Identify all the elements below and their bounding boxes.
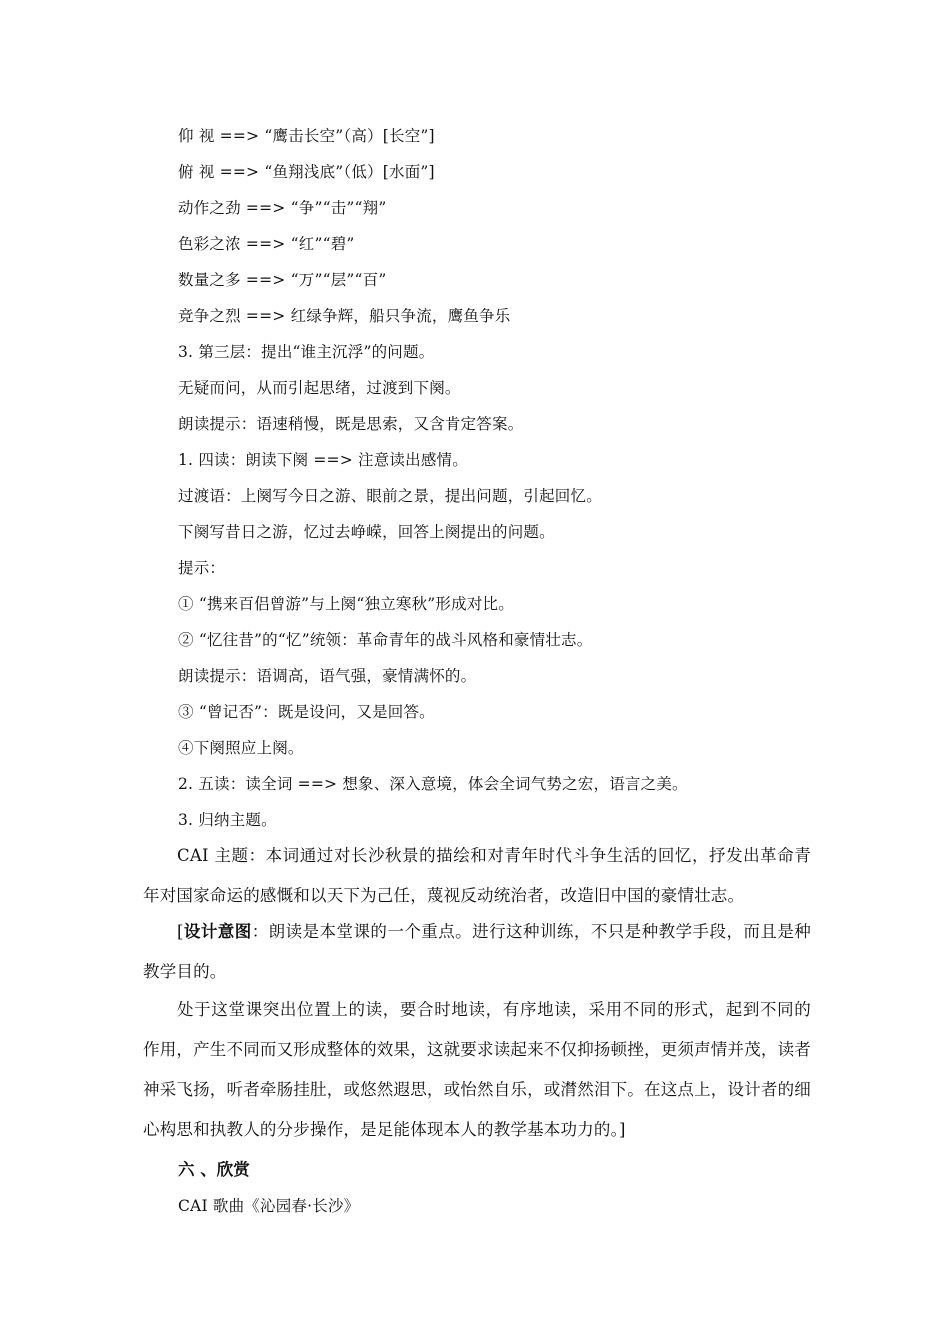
final-line: CAI 歌曲《沁园春·长沙》 [178,1197,360,1215]
text-line: 无疑而问，从而引起思绪，过渡到下阕。 [178,379,461,397]
design-intent-text: ：朗读是本堂课的一个重点。进行这种训练，不只是种教学手段，而且是种教学目的。 [143,922,811,981]
text-line: 色彩之浓 ==> “红”“碧” [178,235,355,253]
text-line: ② “忆往昔”的“忆”统领：革命青年的战斗风格和豪情壮志。 [178,631,593,649]
text-line: 朗读提示：语速稍慢，既是思索，又含肯定答案。 [178,415,524,433]
text-line: ③ “曾记否”：既是设问，又是回答。 [178,703,435,721]
theme-paragraph: CAI 主题：本词通过对长沙秋景的描绘和对青年时代斗争生活的回忆，抒发出革命青年对国家命运的感慨和以天下为己任，蔑视反动统治者，改造旧中国的豪情壮志。 [143,846,811,905]
text-line: 俯 视 ==> “鱼翔浅底”（低）[水面”] [178,163,435,181]
design-intent-label: 设计意图 [183,922,252,941]
text-line: 1. 四读：朗读下阕 ==> 注意读出感情。 [178,451,468,469]
open-bracket: [ [177,922,184,941]
text-line: ① “携来百侣曾游”与上阕“独立寒秋”形成对比。 [178,595,514,613]
design-intent-paragraph [143,912,811,992]
text-line: 数量之多 ==> “万”“层”“百” [178,271,387,289]
text-line: 仰 视 ==> “鹰击长空”（高）[长空”] [178,127,435,145]
text-line: 2. 五读：读全词 ==> 想象、深入意境，体会全词气势之宏，语言之美。 [178,775,688,793]
text-line: 竞争之烈 ==> 红绿争辉，船只争流，鹰鱼争乐 [178,307,511,325]
text-line: 3. 归纳主题。 [178,811,277,829]
text-line: 下阕写昔日之游，忆过去峥嵘，回答上阕提出的问题。 [178,523,555,541]
text-line: 朗读提示：语调高，语气强，豪情满怀的。 [178,667,477,685]
text-line: 过渡语：上阕写今日之游、眼前之景，提出问题，引起回忆。 [178,487,602,505]
text-line: 提示： [178,559,226,577]
section-heading: 六 、欣赏 [178,1160,250,1179]
text-line: 3. 第三层：提出“谁主沉浮”的问题。 [178,343,435,361]
design-intent-paragraph-2: 处于这堂课突出位置上的读，要合时地读，有序地读，采用不同的形式，起到不同的作用，产生不同而又形成整体的效果，这就要求读起来不仅抑扬顿挫，更须声情并茂，读者神采飞扬，听者牵肠挂肚，或悠然遐思，或怡然自乐，或潸然泪下。在这点上，设计者的细心构思和执教人的分步操作，是足能体现本人的教学基本功力的。] [143,1000,811,1139]
text-line: 动作之劲 ==> “争”“击”“翔” [178,199,387,217]
text-line: ④下阕照应上阕。 [178,739,304,757]
